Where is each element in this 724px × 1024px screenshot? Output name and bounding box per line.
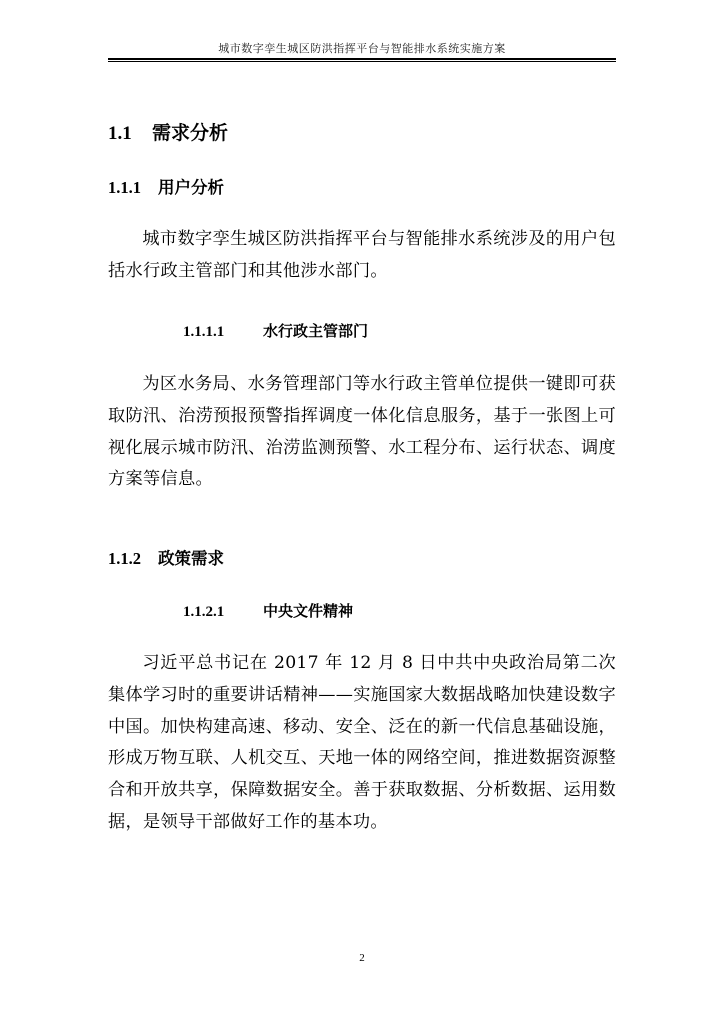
heading-1-1-1	[108, 174, 224, 198]
heading-number: 1.1	[108, 123, 132, 144]
heading-number: 1.1.1	[108, 178, 141, 197]
paragraph-central-document: 习近平总书记在 2017 年 12 月 8 日中共中央政治局第二次集体学习时的重要讲话精神——实施国家大数据战略加快建设数字中国。加快构建高速、移动、安全、泛在的新一代信息基础设施，形成万物互联、人机交互、天地一体的网络空间，推进数据资源整合和开放共享，保障数据安全。善于获取数据、分析数据、运用数据，是领导干部做好工作的基本功。	[108, 653, 616, 832]
heading-number: 1.1.2.1	[183, 604, 225, 620]
heading-title: 政策需求	[158, 549, 224, 568]
page-number: 2	[359, 952, 365, 964]
heading-1-1-2	[108, 545, 224, 569]
heading-1-1	[108, 118, 228, 145]
heading-number: 1.1.2	[108, 549, 141, 568]
header-rule	[108, 58, 616, 62]
heading-number: 1.1.1.1	[183, 324, 225, 340]
heading-title: 水行政主管部门	[263, 322, 369, 340]
heading-title: 中央文件精神	[263, 602, 354, 620]
paragraph-water-admin: 为区水务局、水务管理部门等水行政主管单位提供一键即可获取防汛、治涝预报预警指挥调度一体化信息服务，基于一张图上可视化展示城市防汛、治涝监测预警、水工程分布、运行状态、调度方案等信息。	[108, 374, 616, 490]
heading-title: 用户分析	[158, 178, 224, 197]
paragraph-user-analysis: 城市数字孪生城区防洪指挥平台与智能排水系统涉及的用户包括水行政主管部门和其他涉水部门。	[108, 229, 616, 281]
heading-1-1-1-1	[183, 320, 368, 341]
running-header: 城市数字孪生城区防洪指挥平台与智能排水系统实施方案	[218, 42, 506, 55]
heading-1-1-2-1	[183, 600, 353, 621]
heading-title: 需求分析	[152, 122, 229, 144]
